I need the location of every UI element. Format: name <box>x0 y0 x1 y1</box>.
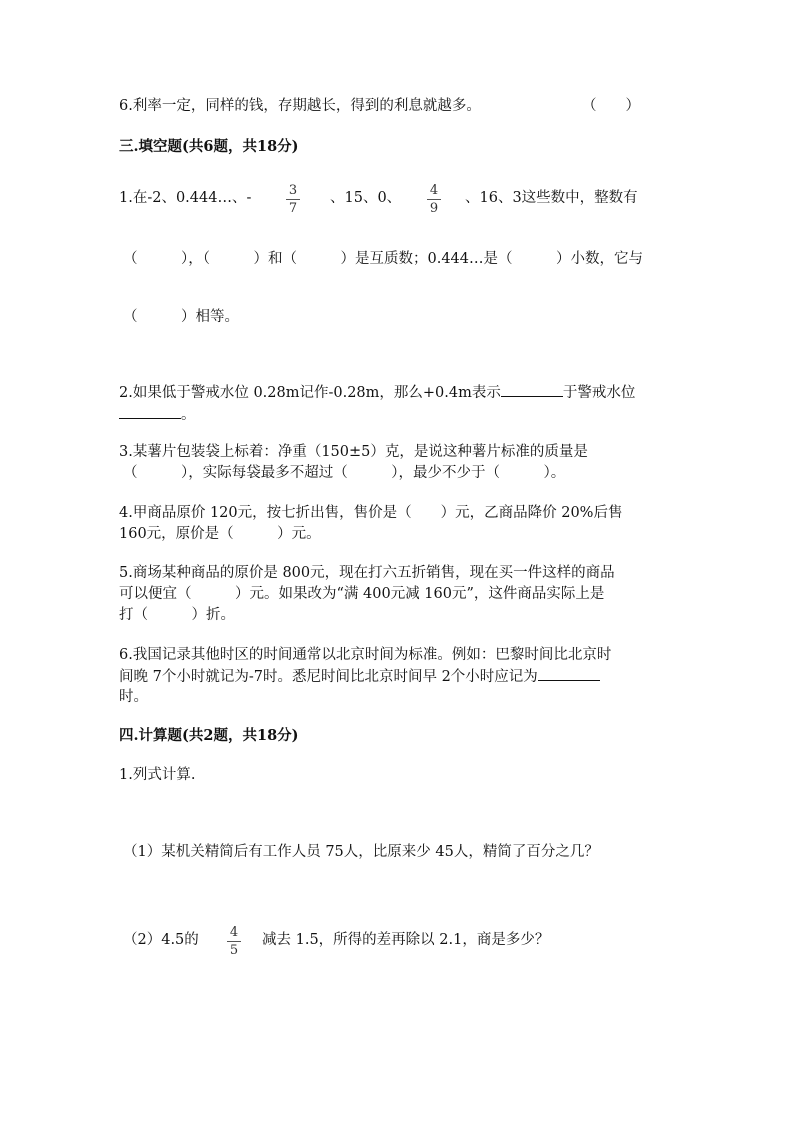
fraction-denominator: 9 <box>429 201 439 216</box>
fill-question-5-line-3: 打（ ）折。 <box>119 607 235 623</box>
fill-question-4-line-2: 160元，原价是（ ）元。 <box>119 526 321 542</box>
fraction-numerator: 4 <box>429 183 439 198</box>
calc-question-1-part-2b: 减去 1.5，所得的差再除以 2.1，商是多少？ <box>262 932 550 948</box>
fraction-4-9 <box>427 183 441 216</box>
q2-text-b: 于警戒水位 <box>562 385 636 401</box>
fill-question-5-line-2: 可以便宜（ ）元。如果改为“满 400元减 160元”，这件商品实际上是 <box>119 586 605 602</box>
fill-question-2-line-2 <box>119 404 196 425</box>
fraction-denominator: 5 <box>229 943 239 958</box>
q2-text-a: 2.如果低于警戒水位 0.28m记作-0.28m，那么+0.4m表示 <box>119 385 501 401</box>
answer-blank[interactable] <box>538 666 600 681</box>
answer-blank[interactable] <box>119 404 181 419</box>
fill-question-6-line-2 <box>119 666 600 687</box>
fill-question-4-line-1: 4.甲商品原价 120元，按七折出售，售价是（ ）元，乙商品降价 20%后售 <box>119 505 623 521</box>
fraction-3-7 <box>286 183 300 216</box>
fill-question-1-line-2: （ ），（ ）和（ ）是互质数；0.444…是（ ）小数，它与 <box>123 251 644 267</box>
section-3-title: 三.填空题(共6题，共18分) <box>119 138 299 155</box>
q1-mid: 、15、0、 <box>330 190 402 206</box>
fraction-bar <box>227 941 241 942</box>
section-4-title: 四.计算题(共2题，共18分) <box>119 727 299 744</box>
q1-prefix: 1.在-2、0.444…、- <box>119 190 252 206</box>
q6-text-b: 间晚 7个小时就记为-7时。悉尼时间比北京时间早 2个小时应记为 <box>119 669 538 685</box>
fill-question-1-line-1 <box>119 188 251 208</box>
calc-question-1-part-2a: （2）4.5的 <box>123 932 199 948</box>
fraction-denominator: 7 <box>288 201 298 216</box>
fraction-4-5 <box>227 925 241 958</box>
fill-question-5-line-1: 5.商场某种商品的原价是 800元，现在打六五折销售，现在买一件这样的商品 <box>119 565 615 581</box>
fraction-numerator: 3 <box>288 183 298 198</box>
fraction-bar <box>427 199 441 200</box>
fraction-bar <box>286 199 300 200</box>
answer-blank[interactable] <box>501 382 563 397</box>
q2-text-c: 。 <box>181 407 196 423</box>
fraction-numerator: 4 <box>229 925 239 940</box>
fill-question-3-line-2: （ ），实际每袋最多不超过（ ），最少不少于（ ）。 <box>123 465 566 481</box>
fill-question-2 <box>119 382 635 403</box>
answer-paren-text: （ ） <box>582 98 640 114</box>
q1-suffix: 、16、3这些数中，整数有 <box>465 190 638 206</box>
judge-question-6-text: 6.利率一定，同样的钱，存期越长，得到的利息就越多。 <box>119 98 481 114</box>
judge-question-6 <box>119 96 481 116</box>
fill-question-6-line-1: 6.我国记录其他时区的时间通常以北京时间为标准。例如：巴黎时间比北京时 <box>119 647 612 663</box>
fill-question-1-line-3: （ ）相等。 <box>123 309 239 325</box>
calc-question-1-part-1: （1）某机关精简后有工作人员 75人，比原来少 45人，精简了百分之几？ <box>123 844 599 860</box>
answer-paren[interactable] <box>582 96 640 116</box>
fill-question-6-line-3: 时。 <box>119 689 148 705</box>
calc-question-1-title: 1.列式计算. <box>119 767 196 783</box>
fill-question-3-line-1: 3.某薯片包装袋上标着：净重（150±5）克，是说这种薯片标准的质量是 <box>119 444 588 460</box>
